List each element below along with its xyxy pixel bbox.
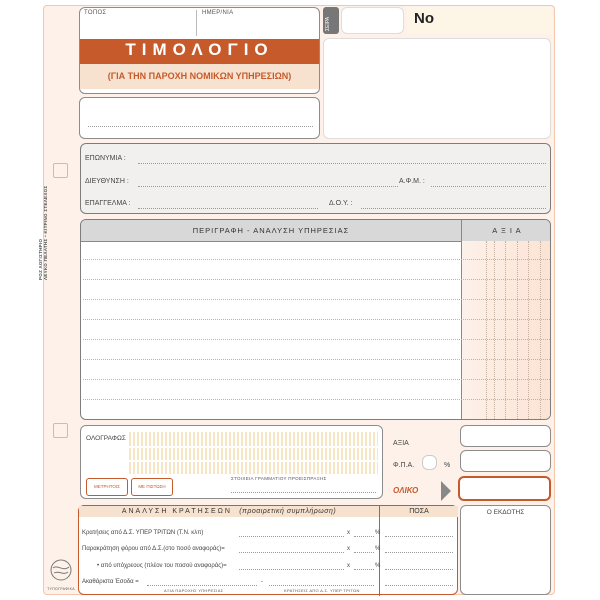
times-sign: x (347, 546, 350, 552)
service-row-line[interactable] (83, 279, 550, 280)
number-label: No (414, 10, 434, 27)
service-row-line[interactable] (83, 339, 550, 340)
deduction-row-label: Ακαθάριστα Έσοδα = (82, 579, 139, 585)
services-table (80, 219, 551, 420)
customer-name-line[interactable] (138, 163, 546, 164)
document-subtitle: (ΓΙΑ ΤΗΝ ΠΑΡΟΧΗ ΝΟΜΙΚΩΝ ΥΠΗΡΕΣΙΩΝ) (80, 64, 319, 89)
binder-hole (53, 163, 68, 178)
deduction-row-base[interactable] (239, 536, 344, 537)
cash-button-label: ΜΕΤΡΗΤΟΙΣ (94, 484, 120, 489)
place-label: ΤΟΠΟΣ (84, 10, 107, 16)
document-title: ΤΙΜΟΛΟΓΙΟ (80, 39, 319, 64)
percent-sign: % (375, 546, 381, 552)
gross-income-amount[interactable] (385, 585, 453, 586)
payment-block (80, 425, 383, 499)
vat-label: Φ.Π.Α. (393, 462, 415, 469)
total-arrow-icon (441, 481, 451, 501)
value-column-line (494, 241, 495, 420)
credit-button-label: ΜΕ ΠΙΣΤΩΣΗ (138, 484, 166, 489)
in-words-label: ΟΛΟΓΡΑΦΩΣ (86, 435, 126, 442)
deduction-row-rate[interactable] (354, 552, 374, 553)
percent-sign: % (375, 530, 381, 536)
footer-right-label: ΚΡΑΤΗΣΕΙΣ ΑΠΟ Δ.Σ. ΥΠΕΡ ΤΡΙΤΩΝ (284, 588, 360, 593)
deduction-row-label: Παρακράτηση φόρου από Δ.Σ.(στο ποσό αναφοράς)= (82, 546, 225, 552)
in-words-field-line2[interactable] (129, 448, 378, 460)
customer-profession-line[interactable] (138, 208, 318, 209)
value-divider (461, 220, 462, 420)
times-sign: x (347, 530, 350, 536)
service-row-line[interactable] (83, 299, 550, 300)
value-column (461, 241, 551, 420)
customer-name-label: ΕΠΩΝΥΜΙΑ : (85, 155, 126, 162)
footer-left-label: ΑΞΙΑ ΠΑΡΟΧΗΣ ΥΠΗΡΕΣΙΑΣ (164, 588, 224, 593)
series-tag-label: ΣΕΙΡΑ (325, 16, 331, 31)
customer-block (80, 143, 551, 214)
value-total-field[interactable] (460, 425, 551, 447)
customer-profession-label: ΕΠΑΓΓΕΛΜΑ : (85, 200, 131, 207)
vat-percent-sign: % (444, 462, 451, 469)
deduction-row-label: Κρατήσεις από Δ.Σ. ΥΠΕΡ ΤΡΙΤΩΝ (Τ.Ν. κλπ) (82, 530, 204, 536)
value-total-label: ΑΞΙΑ (393, 440, 409, 447)
amounts-header: ΠΟΣΑ (380, 506, 458, 517)
percent-sign: % (375, 563, 381, 569)
brand-logo (47, 558, 75, 592)
gross-income-deductions[interactable] (269, 585, 374, 586)
deduction-row-rate[interactable] (354, 536, 374, 537)
in-words-field-line3[interactable] (129, 462, 378, 474)
in-words-field[interactable] (129, 432, 378, 446)
holder-info-label: ΣΤΟΙΧΕΙΑ ΓΡΑΜΜΑΤΙΟΥ ΠΡΟΕΙΣΠΡΑΞΗΣ (231, 476, 327, 481)
deductions-note: (προαιρετική συμπλήρωση) (239, 508, 337, 515)
customer-address-line[interactable] (138, 186, 398, 187)
issuer-signature-box[interactable] (460, 505, 551, 595)
brand-logo-text: ΤΥΠΟΓΡΑΦΙΚΑ (47, 587, 75, 591)
issuer-details-line (88, 126, 313, 127)
side-text-line1: ΡΟΖ ΛΟΓΙΣΤΗΡΙΟ (38, 238, 43, 280)
cash-button[interactable] (86, 478, 128, 496)
deduction-row-base[interactable] (239, 569, 344, 570)
value-column-line (505, 241, 506, 420)
issuer-stamp-area[interactable] (323, 38, 551, 139)
service-row-line[interactable] (83, 319, 550, 320)
customer-doy-label: Δ.Ο.Υ. : (329, 200, 353, 207)
deduction-row-base[interactable] (239, 552, 344, 553)
vat-amount-field[interactable] (460, 450, 551, 472)
customer-afm-line[interactable] (431, 186, 546, 187)
date-label: ΗΜΕΡ/ΝΙΑ (202, 10, 234, 16)
service-row-line[interactable] (83, 259, 550, 260)
copy-distribution-note (38, 185, 78, 330)
service-row-line[interactable] (83, 379, 550, 380)
grand-total-field[interactable] (458, 476, 551, 501)
service-row-line[interactable] (83, 359, 550, 360)
globe-logo-icon (47, 558, 75, 582)
issuer-label: Ο ΕΚΔΟΤΗΣ (486, 509, 525, 516)
description-header: ΠΕΡΙΓΡΑΦΗ - ΑΝΑΛΥΣΗ ΥΠΗΡΕΣΙΑΣ (81, 220, 461, 241)
value-column-line (540, 241, 541, 420)
deduction-row-rate[interactable] (354, 569, 374, 570)
invoice-number-field[interactable] (407, 7, 552, 34)
gross-income-value[interactable] (147, 585, 257, 586)
value-column-line (528, 241, 529, 420)
customer-address-label: ΔΙΕΥΘΥΝΣΗ : (85, 178, 129, 185)
value-column-line (486, 241, 487, 420)
binder-hole (53, 423, 68, 438)
value-column-line (517, 241, 518, 420)
date-field[interactable] (202, 10, 315, 36)
deduction-row-amount[interactable] (385, 536, 453, 537)
side-text-line2: ΛΕΥΚΟ ΠΕΛΑΤΗΣ • ΚΙΤΡΙΝΟ ΣΤΕΛΕΧΟΣ (43, 185, 48, 280)
service-row-line[interactable] (83, 399, 550, 400)
minus-sign: - (261, 579, 263, 585)
deductions-block (78, 505, 458, 595)
holder-info-line[interactable] (231, 492, 376, 493)
deduction-row-amount[interactable] (385, 569, 453, 570)
customer-doy-line[interactable] (361, 208, 546, 209)
deduction-row-amount[interactable] (385, 552, 453, 553)
deductions-title: ΑΝΑΛΥΣΗ ΚΡΑΤΗΣΕΩΝ (121, 508, 232, 515)
times-sign: x (347, 563, 350, 569)
series-tag (323, 7, 339, 34)
deduction-row-label: • από υπόχρεους (πλέον του ποσού αναφοράς)= (97, 563, 227, 569)
issuer-details-box[interactable] (79, 97, 320, 139)
vat-rate-field[interactable] (422, 455, 437, 470)
deductions-header (79, 506, 379, 517)
credit-button[interactable] (131, 478, 173, 496)
value-header: Α Ξ Ι Α (461, 220, 551, 241)
series-field[interactable] (341, 7, 404, 34)
place-field[interactable] (84, 10, 197, 36)
customer-afm-label: Α.Φ.Μ. : (399, 178, 425, 185)
total-label: ΟΛΙΚΟ (393, 486, 419, 495)
